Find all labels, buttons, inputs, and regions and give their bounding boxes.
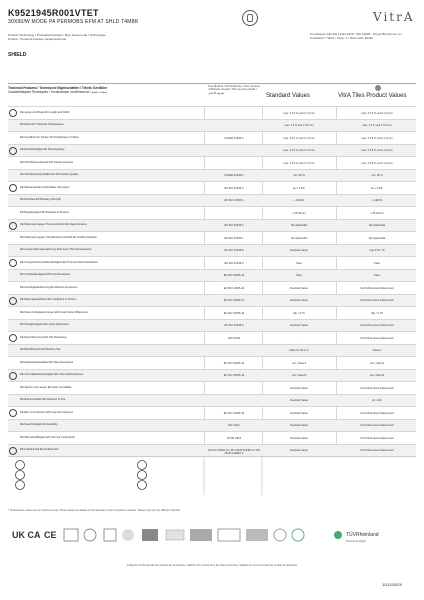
vitra-dot-icon xyxy=(375,85,381,91)
row-label: DE Säuren und Laugen EN Acids and Alkalis xyxy=(20,385,72,389)
row-standard-value: Declared Value xyxy=(290,249,308,253)
table-row xyxy=(8,106,416,120)
certification-logos-graphic xyxy=(10,524,414,550)
row-vitra-value: ΔE < 0,75 xyxy=(371,311,383,315)
property-icon xyxy=(9,184,17,192)
row-label: DE Antibakteriell EN Antibacterial xyxy=(20,448,59,452)
row-standard-value: Declared Value xyxy=(290,411,308,415)
table-row xyxy=(8,306,416,320)
product-icon-area xyxy=(228,8,288,30)
svg-text:CE: CE xyxy=(44,530,57,540)
row-test-method: EN ISO 10545-14 xyxy=(223,361,245,365)
row-vitra-value: ≥ 1300 N xyxy=(371,199,383,203)
row-vitra-value: max. ± 5 % und ± 0,5 mm xyxy=(362,124,392,128)
row-vitra-value: A1 / A1fl xyxy=(372,399,382,403)
property-icons-panel xyxy=(8,456,416,495)
row-test-method: EN ISO 10545-6 xyxy=(224,224,244,228)
row-label: DE Widerstand gegen Tiefenverschleiß EN Deep Abrasion xyxy=(20,223,88,227)
row-vitra-value: No Performance Determined xyxy=(360,386,394,390)
row-label: DE Rechtwinkligkeit EN Rectangularity xyxy=(20,148,65,152)
row-standard-value: ≥ 35 N/mm² xyxy=(292,211,306,215)
property-icons-graphic xyxy=(8,457,416,495)
row-label: DE Brandverhalten EN Reaction to Fire xyxy=(20,398,66,402)
table-row xyxy=(8,356,416,370)
row-vitra-value: No Performance Determined xyxy=(360,299,394,303)
table-row xyxy=(8,331,416,345)
table-row xyxy=(8,131,416,145)
test-method-header: Test Method / Prüfmethode / Test Yöntemi / Méthode d'essai / Метод испытаний / طريقة الاختبار xyxy=(208,84,260,95)
row-label: DE Wasseraufnahme EN Water Absorption xyxy=(20,185,70,189)
row-test-method: EN ISO 10545-12 xyxy=(223,274,245,278)
property-icon xyxy=(9,447,17,455)
meta-right-text: Compliance with EN 14411 2016 / ISO 13006 - Group BIa (Annex L) / Produktion: Türkei / Sorte: 1 / Nennmaß: 30x90 xyxy=(310,32,403,40)
table-row xyxy=(8,119,416,133)
property-icon xyxy=(9,109,17,117)
property-icon xyxy=(9,334,17,342)
row-label: DE Wärmeleitfähigkeit EN Thermal Conductivity xyxy=(20,435,76,439)
row-label: DE Feuchtigkeitsdehnung EN Moisture Expansion xyxy=(20,285,78,289)
row-standard-value: max. ± 0,5 % und ± 2,0 mm xyxy=(283,161,315,165)
row-vitra-value: max. ± 0,5 % und ± 2,0 mm xyxy=(361,161,393,165)
row-standard-value: max. ± 0,5 % und ± 2,0 mm xyxy=(283,149,315,153)
table-row xyxy=(8,231,416,245)
row-test-method: ISO/EN 10545-2 xyxy=(224,174,244,178)
row-standard-value: Declared Value xyxy=(290,286,308,290)
row-test-method: EN ISO 10545-3 xyxy=(224,186,244,190)
row-standard-value: Declared Value xyxy=(290,399,308,403)
row-vitra-value: min. 95 % xyxy=(371,174,383,178)
row-vitra-value: Class A xyxy=(372,349,382,353)
property-icon xyxy=(9,297,17,305)
table-row xyxy=(8,419,416,433)
row-standard-value: min. 95 % xyxy=(293,174,305,178)
row-standard-value: max. ± 0,5 % und ± 1,5 mm xyxy=(283,136,315,140)
table-body xyxy=(8,106,416,456)
row-label: DE Oberflächenbeschaffenheit EN Surface Quality xyxy=(20,173,79,177)
row-vitra-value: max. ± 0,5 % und ± 1,5 mm xyxy=(361,136,393,140)
vitra-values-header: VitrA Tiles Product Values xyxy=(338,93,407,99)
row-label: DE Chemikalienbeständigkeit EN Chemical Resistance xyxy=(20,373,84,377)
meta-left-text: Product Technology / Produkttechnologie / Вид Технологии / Technologie Produit / Технологические характеристики xyxy=(8,33,106,41)
row-standard-value: max. ± 0.6 % und ± 2,0 mm xyxy=(283,111,315,115)
table-row xyxy=(8,144,416,158)
row-vitra-value: No Performance Determined xyxy=(360,324,394,328)
table-row xyxy=(8,381,416,395)
row-label: DE Frostbeständigkeit EN Frost Resistance xyxy=(20,273,71,277)
row-vitra-value: min. Class B xyxy=(369,374,385,378)
table-row xyxy=(8,444,416,458)
row-standard-value: min. Class B xyxy=(291,374,307,378)
row-vitra-value: No Performance Determined xyxy=(360,449,394,453)
row-standard-value: Declared Value xyxy=(290,324,308,328)
table-row xyxy=(8,406,416,420)
row-test-method: EN ISO 10545-17 xyxy=(223,299,245,303)
row-test-method: EN ISO 10545-5 xyxy=(224,324,244,328)
table-row xyxy=(8,269,416,283)
table-title-main: Technical Features / Technische Eigenschaften / Tehnik Özellikler xyxy=(8,86,108,90)
row-test-method: ISO/EN 10545-2 xyxy=(224,136,244,140)
row-vitra-value: max. ± 0,6 % und ± 2,0 mm xyxy=(361,111,393,115)
row-standard-value: Pass xyxy=(296,261,302,265)
product-code: K9521945R001VTET xyxy=(8,8,99,18)
row-label: DE Kleine Farbabweichungen EN Small Colour Differences xyxy=(20,310,88,314)
row-label: DE Biegefestigkeit EN Modulus of Rupture xyxy=(20,210,69,214)
table-title xyxy=(8,86,198,94)
row-vitra-value: min. Class 5 xyxy=(369,361,385,365)
table-row xyxy=(8,431,416,445)
table-row xyxy=(8,256,416,270)
table-row xyxy=(8,344,416,358)
row-standard-value: ≥ 1300 N xyxy=(293,199,305,203)
standard-values-header: Standard Values xyxy=(266,93,310,99)
row-test-method: EN ISO 10545-16 xyxy=(223,311,245,315)
row-label: DE Bruchlast EN Breaking Strength xyxy=(20,198,61,202)
row-test-method: ASTM C518 xyxy=(226,436,242,440)
row-label: DE Widerstand gegen Oberflächenverschleiß EN Surface Abrasion xyxy=(20,235,97,239)
property-icon xyxy=(9,222,17,230)
row-test-method: EN ISO 10545-9 xyxy=(224,261,244,265)
row-test-method: EN ISO 10545-10 xyxy=(223,286,245,290)
table-header xyxy=(8,84,416,106)
table-row xyxy=(8,156,416,170)
footer-note: * Performance values are for reference only. These values are based on the laboratory tests of product samples. Values may vary for different batches. xyxy=(8,509,181,512)
product-badge-icon xyxy=(242,10,258,26)
row-standard-value: Not Applicable xyxy=(290,224,308,228)
table-row xyxy=(8,394,416,408)
property-icon xyxy=(9,147,17,155)
table-title-sub: Caractéristiques Techniques / Технические особенности / سمات تقنية xyxy=(8,90,108,94)
svg-text:UK CA: UK CA xyxy=(12,530,41,540)
row-vitra-value: max. ± 0,5 % und ± 2,0 mm xyxy=(361,149,393,153)
row-vitra-value: No Performance Determined xyxy=(360,424,394,428)
row-standard-value: Declared Value xyxy=(290,299,308,303)
row-test-method: EN 14411 xyxy=(228,424,240,428)
row-label: DE Fleckenbeständigkeit EN Stain Resistance xyxy=(20,360,74,364)
row-test-method: EN ISO 10545-4 xyxy=(224,199,244,203)
row-standard-value: Declared Value xyxy=(290,424,308,428)
brand-logo: VitrA xyxy=(373,10,415,24)
row-standard-value: ΔE < 0,75 xyxy=(293,311,305,315)
row-test-method: EN ISO 10545-13 / EN 16165 ANNEX A / EN 16165 ANNEX C xyxy=(208,449,260,456)
row-vitra-value: Eᵥ ≤ 0,5% xyxy=(371,186,383,190)
row-vitra-value: No Performance Determined xyxy=(360,336,394,340)
row-standard-value: Eᵥ ≤ 0,5% xyxy=(293,186,305,190)
row-test-method: DIN 51130 xyxy=(227,336,241,340)
table-row xyxy=(8,319,416,333)
property-icon xyxy=(9,259,17,267)
row-vitra-value: No Performance Determined xyxy=(360,286,394,290)
row-standard-value: Class A or B or C xyxy=(289,349,309,353)
row-vitra-value: No Performance Determined xyxy=(360,411,394,415)
row-vitra-value: max 9 10⁻⁶/K xyxy=(369,249,385,253)
row-standard-value: Not Applicable xyxy=(290,236,308,240)
row-standard-value: Declared Value xyxy=(290,386,308,390)
technical-table xyxy=(8,83,416,456)
row-label: DE Schlagfestigkeit EN Impact Resistance xyxy=(20,323,69,327)
row-vitra-value: Not Applicable xyxy=(368,236,386,240)
row-standard-value: Declared Value xyxy=(290,436,308,440)
certification-logos xyxy=(10,524,414,554)
property-icon xyxy=(9,409,17,417)
table-row xyxy=(8,294,416,308)
table-row xyxy=(8,219,416,233)
row-label: DE Lineare Wärmeausdehnung EN Linear Thermal Expansion xyxy=(20,248,92,252)
table-row xyxy=(8,281,416,295)
row-standard-value: min. Class 3 xyxy=(291,361,307,365)
row-label: DE Temperaturwechselbeständigkeit EN Thermal Shock Resistance xyxy=(20,260,99,264)
svg-text:TÜVRheinland: TÜVRheinland xyxy=(346,532,379,538)
row-test-method: EN ISO 10545-15 xyxy=(223,411,245,415)
row-standard-value: Declared Value xyxy=(290,449,308,453)
product-subtitle: 30X90/W MODE PA PERMOBS EFM AT SHLD T4M8R xyxy=(8,19,139,25)
table-row xyxy=(8,181,416,195)
row-standard-value: - xyxy=(298,336,300,340)
row-label: DE Blei und Cadmium EN Lead and Cadmium xyxy=(20,410,74,414)
row-test-method: EN ISO 10545-8 xyxy=(224,249,244,253)
row-test-method: EN ISO 10545-13 xyxy=(223,374,245,378)
row-label: DE Dauerhaftigkeit EN Durability xyxy=(20,423,58,427)
row-vitra-value: No Performance Determined xyxy=(360,436,394,440)
property-icon xyxy=(9,372,17,380)
row-label: DE Rutschhemmung EN Slip Resistance xyxy=(20,335,67,339)
row-label: DE Oberflächenebenheit EN Surface Flatness xyxy=(20,160,73,164)
row-vitra-value: ≥ 35 N/mm² xyxy=(370,211,384,215)
document-date: 11/12/2024 xyxy=(382,582,402,587)
row-label: DE Geradheit der Kanten EN Straightness of Sides xyxy=(20,135,79,139)
document-header xyxy=(8,8,416,83)
row-standard-value: Pass xyxy=(296,274,302,278)
row-test-method: EN ISO 10545-7 xyxy=(224,236,244,240)
footer-text: Gültig für 12 Monate ab dem Datum der Erstellung / Valid for 12 months from the date of printing / Valable 12 mois à compter de la date d'impression xyxy=(126,564,298,567)
row-label: DE Barfußbereich EN Barefoot Slip xyxy=(20,348,61,352)
table-row xyxy=(8,169,416,183)
row-label: DE Länge und Breite EN Length and Width xyxy=(20,110,70,114)
table-row xyxy=(8,369,416,383)
table-row xyxy=(8,244,416,258)
svg-text:Precisely Right: Precisely Right xyxy=(346,539,367,543)
table-row xyxy=(8,194,416,208)
row-vitra-value: Not Applicable xyxy=(368,224,386,228)
table-row xyxy=(8,206,416,220)
row-label: DE Dicke EN Thickness FR Épaisseur xyxy=(20,123,64,127)
row-standard-value: max. ± 5 % und ± 0,5 mm xyxy=(284,124,314,128)
row-label: DE Reibungskoeffizient EN Coefficient of Friction xyxy=(20,298,77,302)
series-name: SHIELD xyxy=(8,52,27,58)
row-vitra-value: Pass xyxy=(374,274,380,278)
row-vitra-value: Pass xyxy=(374,261,380,265)
